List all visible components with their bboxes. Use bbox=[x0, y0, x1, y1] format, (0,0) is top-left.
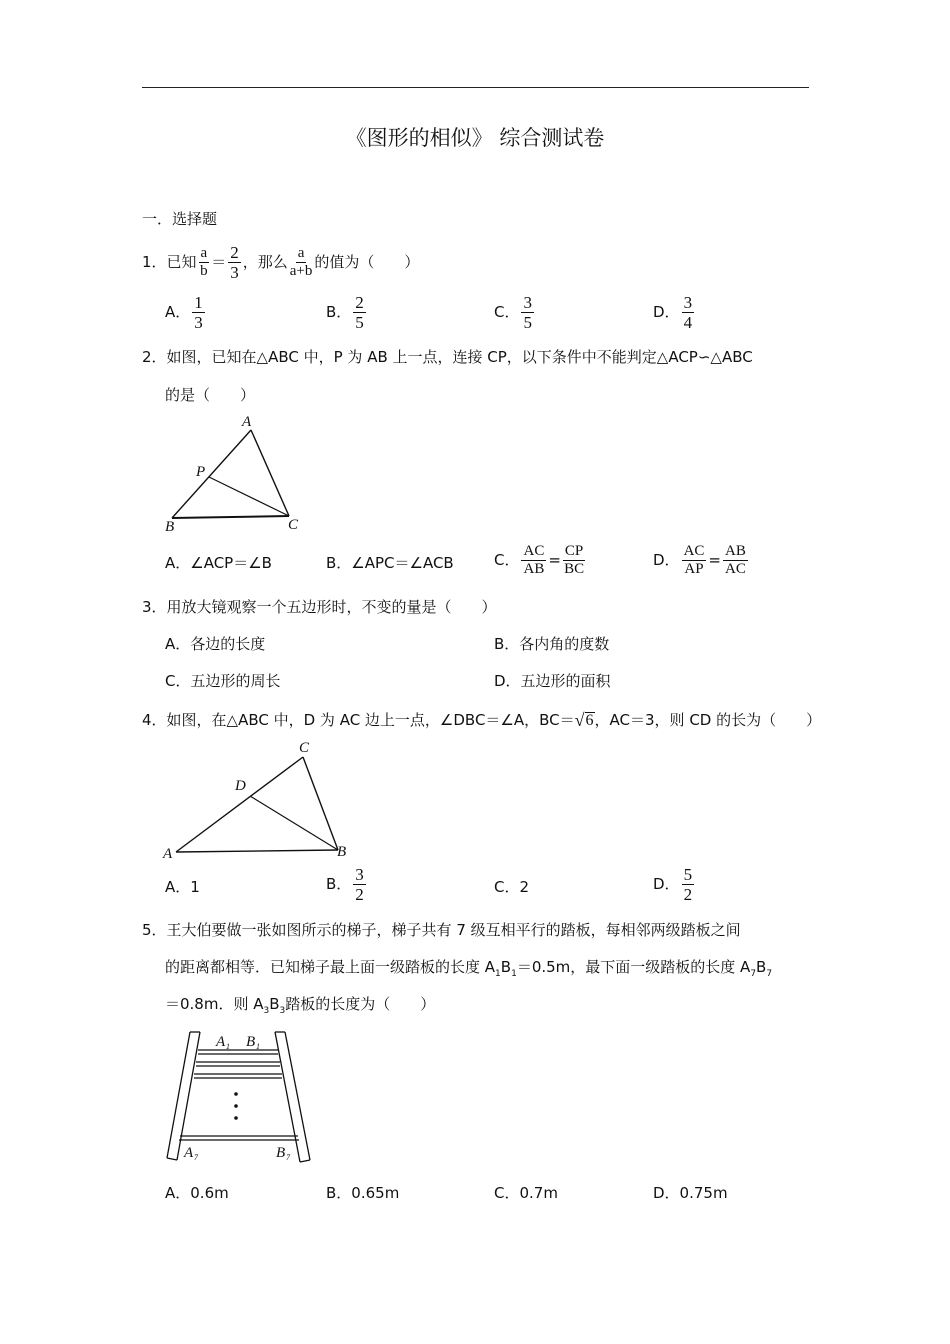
q1-option-c: C． $\frac{3}{5}$ bbox=[494, 293, 532, 333]
svg-text:C: C bbox=[299, 740, 310, 756]
q2-option-b: B．∠APC＝∠ACB bbox=[326, 554, 454, 572]
svg-text:B: B bbox=[165, 519, 175, 535]
q4-option-b: B． $\frac{3}{2}$ bbox=[326, 865, 364, 905]
svg-text:P: P bbox=[196, 464, 206, 480]
svg-text:B: B bbox=[337, 844, 347, 860]
fraction-two-thirds: $\frac{2}{3}$ bbox=[230, 243, 239, 283]
q5-option-c: C．0.7m bbox=[494, 1184, 558, 1202]
svg-text:1: 1 bbox=[256, 1042, 260, 1051]
svg-text:7: 7 bbox=[194, 1153, 198, 1162]
page-title: 《图形的相似》 综合测试卷 bbox=[345, 126, 605, 150]
q3-option-b: B．各内角的度数 bbox=[494, 635, 610, 653]
question-3-stem: 3．用放大镜观察一个五边形时，不变的量是（ ） bbox=[142, 598, 497, 616]
svg-text:B: B bbox=[276, 1145, 286, 1161]
question-4-stem: 4．如图，在△ABC 中，D 为 AC 边上一点，∠DBC＝∠A，BC＝ √ 6 ，AC＝3，则 CD 的长为（ ） bbox=[142, 710, 822, 730]
q2-option-c: C． $\frac{AC}{AB}$ = $\frac{CP}{BC}$ bbox=[494, 543, 585, 578]
svg-text:A: A bbox=[216, 1034, 226, 1050]
q4-option-d: D． $\frac{5}{2}$ bbox=[653, 865, 693, 905]
triangle-abc-figure-q2 bbox=[160, 410, 310, 536]
question-2-stem-line2: 的是（ ） bbox=[165, 386, 256, 404]
question-5-stem-line1: 5．王大伯要做一张如图所示的梯子，梯子共有 7 级互相平行的踏板，每相邻两级踏板之间 bbox=[142, 921, 741, 939]
q1-option-b: B． $\frac{2}{5}$ bbox=[326, 293, 364, 333]
fraction-a-over-a-plus-b: $\frac{a}{a+b}$ bbox=[289, 245, 313, 280]
svg-text:C: C bbox=[288, 517, 299, 533]
svg-text:B: B bbox=[246, 1034, 256, 1050]
question-5-stem-line2: 的距离都相等．已知梯子最上面一级踏板的长度 $A_1B_1=0.5m$，最下面一级踏板的长度 $A_7B_7$ bbox=[165, 958, 773, 979]
ladder-figure bbox=[160, 1026, 320, 1170]
q1-option-a: A． $\frac{1}{3}$ bbox=[165, 293, 203, 333]
q2-option-d: D． $\frac{AC}{AP}$ = $\frac{AB}{AC}$ bbox=[653, 543, 746, 578]
question-2-stem-line1: 2．如图，已知在△ABC 中，P 为 AB 上一点，连接 CP，以下条件中不能判定△ACP∽△ABC bbox=[142, 348, 753, 366]
q5-option-a: A．0.6m bbox=[165, 1184, 229, 1202]
question-5-stem-line3: ＝0.8m．则 $A_3B_3$踏板的长度为（ ） bbox=[165, 995, 436, 1016]
q3-option-d: D．五边形的面积 bbox=[494, 672, 611, 690]
svg-text:A: A bbox=[242, 414, 252, 430]
fraction-a-over-b: $\frac{a}{b}$ bbox=[200, 245, 208, 280]
q4-option-c: C．2 bbox=[494, 878, 530, 896]
q5-option-b: B．0.65m bbox=[326, 1184, 400, 1202]
question-1-stem: 1．已知 $\frac{a}{b}$ ＝ $\frac{2}{3}$ ，那么 $\frac{a}{a+b}$ 的值为（ ） bbox=[142, 243, 420, 283]
q3-option-c: C．五边形的周长 bbox=[165, 672, 281, 690]
q1-option-d: D． $\frac{3}{4}$ bbox=[653, 293, 693, 333]
q4-option-a: A．1 bbox=[165, 878, 200, 896]
q5-option-d: D．0.75m bbox=[653, 1184, 728, 1202]
svg-text:D: D bbox=[235, 778, 246, 794]
svg-text:A: A bbox=[163, 846, 173, 862]
q3-option-a: A．各边的长度 bbox=[165, 635, 266, 653]
q2-option-a: A．∠ACP＝∠B bbox=[165, 554, 272, 572]
svg-text:A: A bbox=[184, 1145, 194, 1161]
section-heading: 一．选择题 bbox=[142, 210, 218, 228]
sqrt-sign: √ bbox=[574, 710, 585, 730]
svg-text:7: 7 bbox=[286, 1153, 290, 1162]
triangle-abc-figure-q4 bbox=[158, 736, 358, 862]
svg-text:1: 1 bbox=[226, 1042, 230, 1051]
header-rule bbox=[142, 87, 809, 88]
